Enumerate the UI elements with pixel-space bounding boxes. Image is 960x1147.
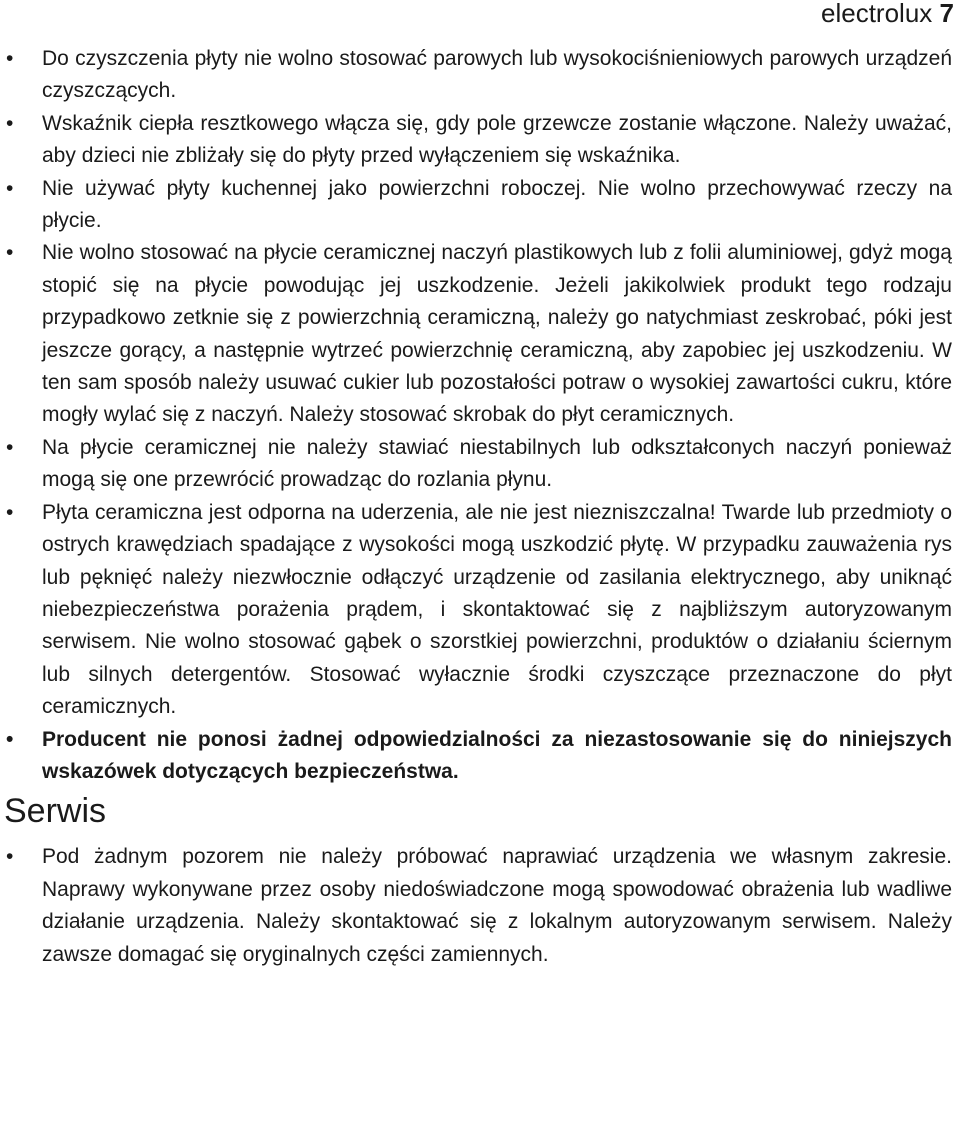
bullet-text: Płyta ceramiczna jest odporna na uderzenia, ale nie jest niezniszczalna! Twarde lub przedmioty o ostrych krawędziach spadające z wysokości mogą uszkodzić płytę. W przypadku zauważenia rys lub pęknięć należy niezwłocznie odłączyć urządzenie od zasilania elektrycznego, aby uniknąć niebezpieczeństwa porażenia prądem, i skontaktować się z najbliższym autoryzowanym serwisem. Nie wolno stosować gąbek o szorstkiej powierzchni, produktów o działaniu ściernym lub silnych detergentów. Stosować wyłacznie środki czyszczące przeznaczone do płyt ceramicznych. [42, 500, 952, 719]
bullet-text: Na płycie ceramicznej nie należy stawiać niestabilnych lub odkształconych naczyń ponieważ mogą się one przewrócić prowadząc do rozlania płynu. [42, 435, 952, 492]
bullet-text: Nie używać płyty kuchennej jako powierzchni roboczej. Nie wolno przechowywać rzeczy na płycie. [42, 176, 952, 233]
page-content [0, 43, 952, 971]
service-bullet-list [0, 841, 952, 971]
bullet-item [0, 108, 952, 173]
bullet-item [0, 173, 952, 238]
bullet-text: Do czyszczenia płyty nie wolno stosować parowych lub wysokociśnieniowych parowych urządzeń czyszczących. [42, 47, 952, 103]
bullet-icon: • [6, 500, 14, 524]
safety-bullet-list [0, 43, 952, 788]
bullet-icon: • [6, 47, 14, 70]
bullet-icon: • [6, 111, 14, 135]
bullet-item [0, 43, 952, 108]
bullet-item [0, 497, 952, 724]
bullet-item [0, 724, 952, 789]
section-heading-serwis: Serwis [4, 792, 107, 831]
bullet-icon: • [6, 241, 14, 265]
bullet-item [0, 841, 952, 971]
bullet-item [0, 237, 952, 431]
bullet-text: Wskaźnik ciepła resztkowego włącza się, gdy pole grzewcze zostanie włączone. Należy uważać, aby dzieci nie zbliżały się do płyty przed wyłączeniem się wskaźnika. [42, 111, 952, 168]
page-header [821, 0, 954, 28]
brand-name: electrolux [821, 0, 933, 28]
bullet-text: Nie wolno stosować na płycie ceramicznej naczyń plastikowych lub z folii aluminiowej, gdyż mogą stopić się na płycie powodując jej uszkodzenie. Jeżeli jakikolwiek produkt tego rodzaju przypadkowo zetknie się z powierzchnią ceramiczną, należy go natychmiast zeskrobać, póki jest jeszcze gorący, a następnie wytrzeć powierzchnię ceramiczną, aby zapobiec jej uszkodzeniu. W ten sam sposób należy usuwać cukier lub pozostałości potraw o wysokiej zawartości cukru, które mogły wylać się z naczyń. Należy stosować skrobak do płyt ceramicznych. [42, 241, 952, 427]
bullet-icon: • [6, 435, 14, 459]
bullet-item [0, 432, 952, 497]
bullet-icon: • [6, 176, 14, 200]
bullet-text: Pod żadnym pozorem nie należy próbować naprawiać urządzenia we własnym zakresie. Naprawy wykonywane przez osoby niedoświadczone mogą spowodować obrażenia lub wadliwe działanie urządzenia. Należy skontaktować się z lokalnym autoryzowanym serwisem. Należy zawsze domagać się oryginalnych części zamiennych. [42, 845, 952, 966]
bullet-icon: • [6, 727, 14, 751]
page-number: 7 [939, 0, 954, 28]
bullet-icon: • [6, 845, 14, 869]
bullet-text: Producent nie ponosi żadnej odpowiedzialności za niezastosowanie się do niniejszych wskazówek dotyczących bezpieczeństwa. [42, 727, 952, 783]
